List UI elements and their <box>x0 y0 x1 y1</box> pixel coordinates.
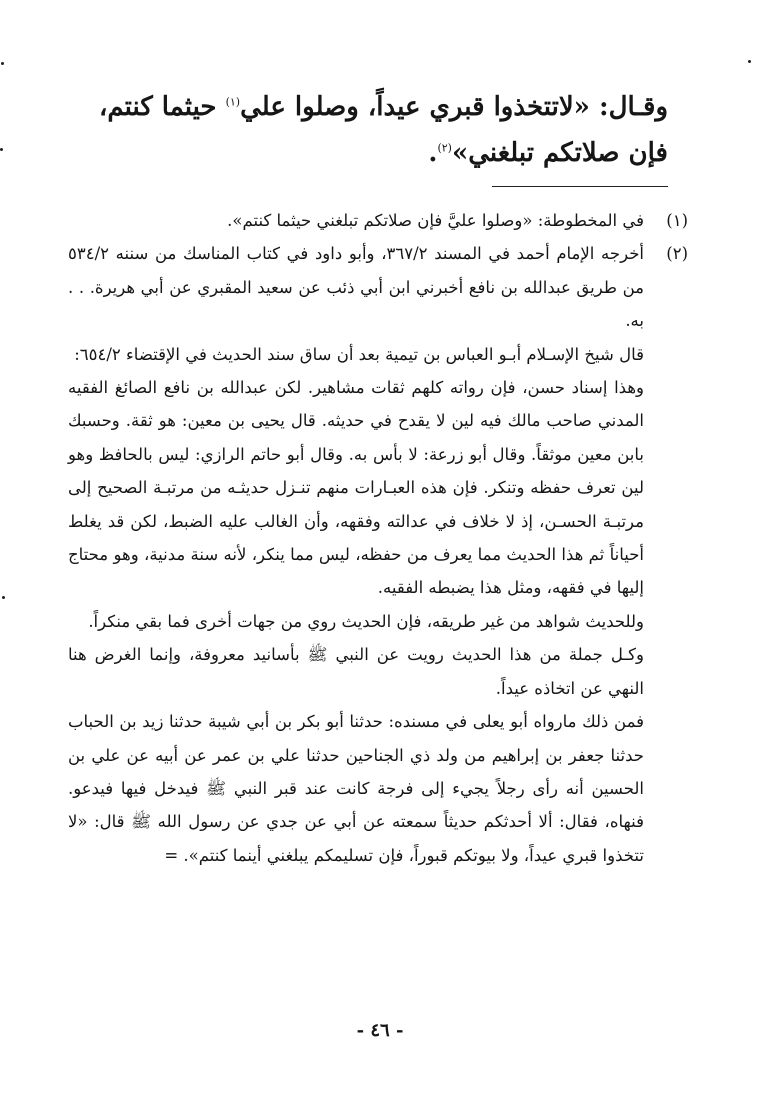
main-hadith-text <box>78 84 668 176</box>
footnote-2 <box>68 237 688 872</box>
hadith-continuation: حيثما كنتم، فإن صلاتكم تبلغني» <box>98 92 668 168</box>
footnotes-section <box>68 204 688 872</box>
footnote-paragraph: قال شيخ الإسـلام أبـو العباس بن تيمية بعد أن ساق سند الحديث في الإقتضاء ٦٥٤/٢: <box>74 344 644 364</box>
scan-mark <box>748 60 751 63</box>
footnote-paragraph: فمن ذلك مارواه أبو يعلى في مسنده: حدثنا أبو بكر بن أبي شيبة حدثنا زيد بن الحباب حدثنا جعفر بن إبراهيم من ولد ذي الجناحين حدثنا علي بن عمر عن أبيه عن علي بن الحسين أنه رأى رجلاً يجيء إلى فرجة كانت عند قبر النبي ﷺ فيدخل فيها فيدعو. فنهاه، فقال: ألا أحدثكم حديثاً سمعته عن أبي عن جدي عن رسول الله ﷺ قال: «لا تتخذوا قبري عيداً، ولا بيوتكم قبوراً، فإن تسليمكم يبلغني أينما كنتم». = <box>68 712 644 865</box>
scan-mark <box>0 148 3 151</box>
footnote-1-marker: (١) <box>666 211 688 230</box>
footnote-paragraph: في المخطوطة: «وصلوا عليَّ فإن صلاتكم تبلغني حيثما كنتم». <box>227 211 644 230</box>
hadith-lead: وقـال: «لاتتخذوا قبري عيداً، وصلوا علي <box>240 92 668 122</box>
footnote-2-marker: (٢) <box>666 244 688 264</box>
footnote-ref-2[interactable]: (٢) <box>437 141 452 155</box>
footnote-paragraph: وكـل جملة من هذا الحديث رويت عن النبي ﷺ بأسانيد معروفة، وإنما الغرض هنا النهي عن اتخاذه عيداً. <box>68 645 644 698</box>
footnote-paragraph: وهذا إسناد حسن، فإن رواته كلهم ثقات مشاهير. لكن عبدالله بن نافع الصائغ الفقيه المدني صاحب مالك فيه لين لا يقدح في حديثه. قال يحيى بن معين: هو ثقة. وحسبك بابن معين موثقاً. وقال أبو زرعة: لا بأس به. وقال أبو حاتم الرازي: ليس بالحافظ وهو لين تعرف حفظه وتنكر. فإن هذه العبـارات منهم تنـزل حديثـه من مرتبـة الصحيح إلى مرتبـة الحسـن، إذ لا خلاف في عدالته وفقهه، وأن الغالب عليه الضبط، لكن قد يغلط أحياناً ثم هذا الحديث مما يعرف من حفظه، ليس مما ينكر، لأنه سنة مدنية، وهو محتاج إليها في فقهه، ومثل هذا يضبطه الفقيه. <box>68 378 644 598</box>
footnote-1 <box>68 204 688 237</box>
footnote-1-body <box>68 204 644 237</box>
footnote-paragraph: أخرجه الإمام أحمد في المسند ٣٦٧/٢، وأبو داود في كتاب المناسك من سننه ٥٣٤/٢ من طريق عبدالله بن نافع أخبرني ابن أبي ذئب عن سعيد المقبري عن أبي هريرة. . . به. <box>68 244 644 331</box>
footnote-2-body <box>68 237 644 872</box>
footnote-ref-1[interactable]: (١) <box>225 95 241 109</box>
page-number: - ٤٦ - <box>356 1020 404 1041</box>
scan-mark <box>2 596 5 599</box>
footnote-divider <box>492 186 668 187</box>
footnote-paragraph: وللحديث شواهد من غير طريقه، فإن الحديث روي من جهات أخرى فما بقي منكراً. <box>88 611 644 631</box>
hadith-end: . <box>428 138 438 168</box>
scan-mark <box>1 62 4 65</box>
